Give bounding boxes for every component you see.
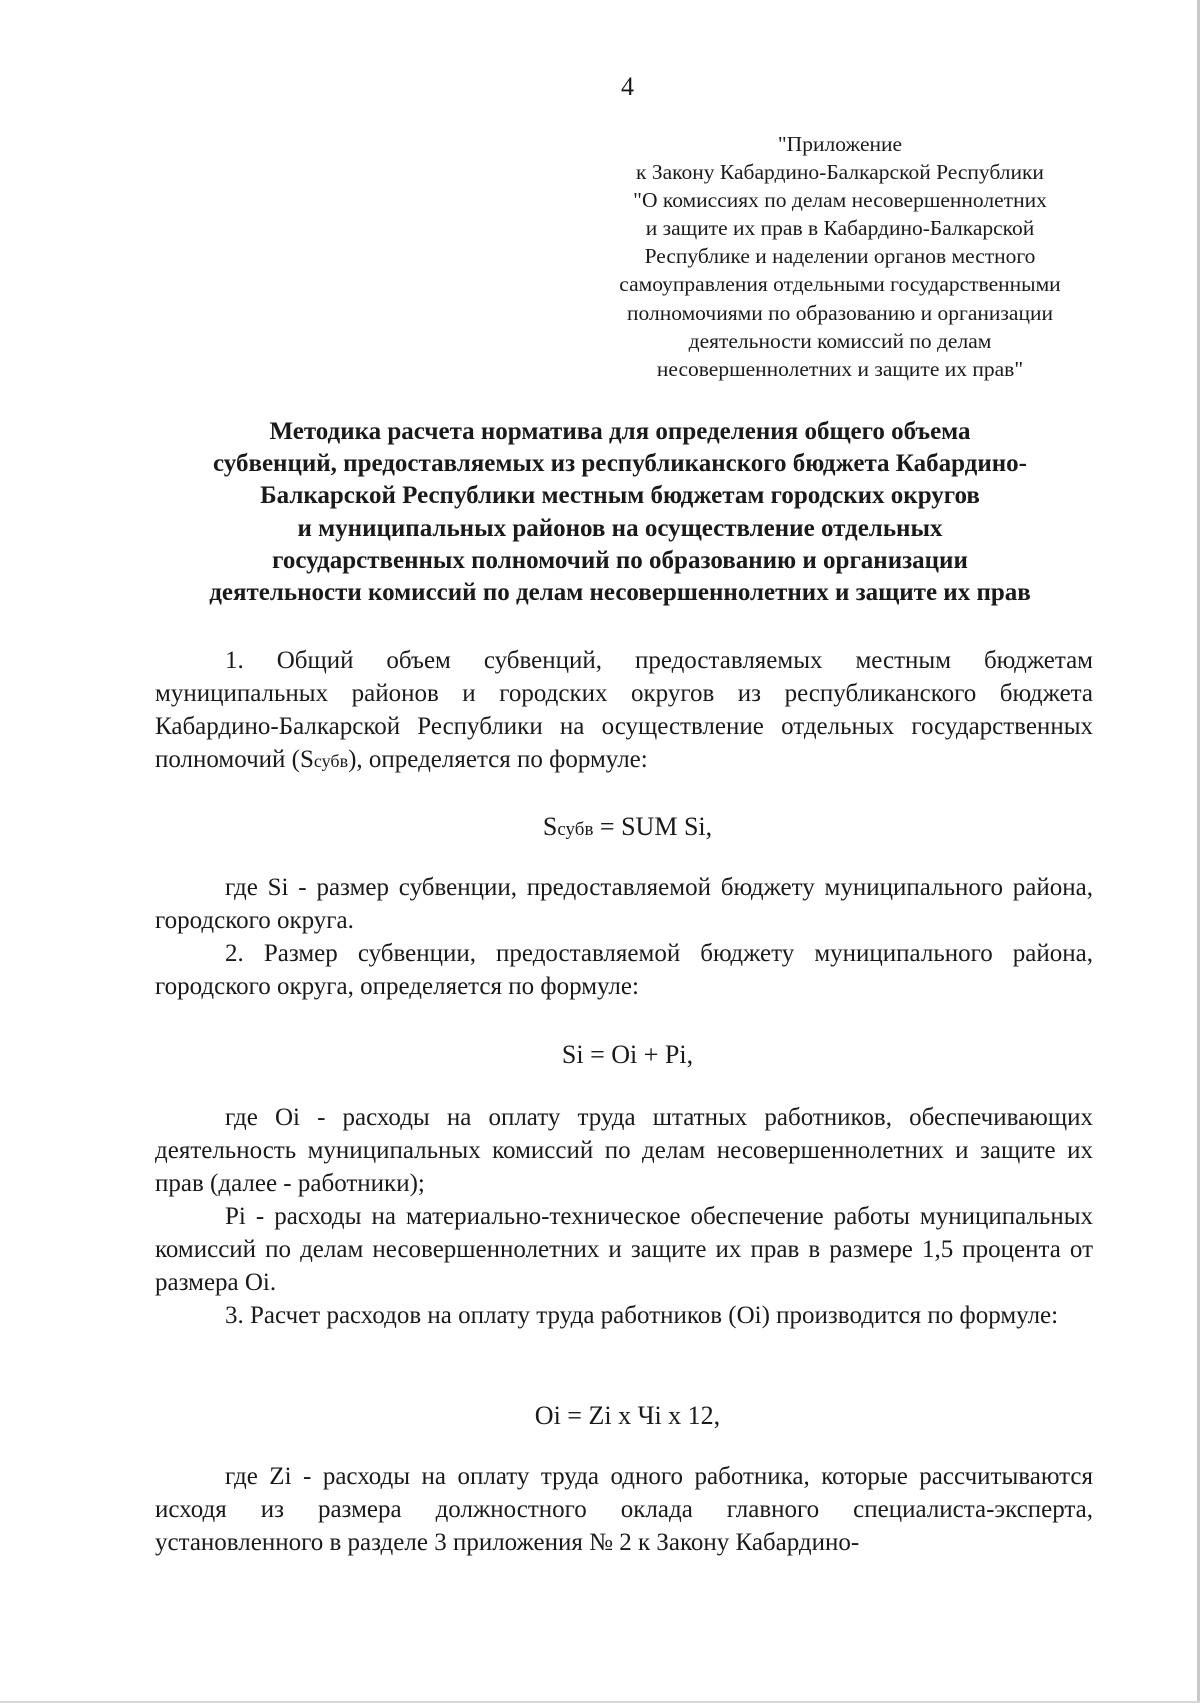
annex-line: "Приложение	[777, 132, 903, 156]
title-line: деятельности комиссий по делам несовершеннолетних и защите их прав	[209, 579, 1031, 607]
title-line: государственных полномочий по образованию и организации	[272, 546, 968, 574]
paragraph-zi-definition: где Zi - расходы на оплату труда одного работника, которые рассчитываются исходя из размера должностного оклада главного специалиста-эксперта, установленного в разделе 3 приложения № 2 к Закону Кабардино-	[155, 1463, 1093, 1556]
paragraph-3-block	[155, 1101, 1093, 1332]
annex-line: "О комиссиях по делам несовершеннолетних	[633, 188, 1047, 213]
paragraph-4-block	[155, 1460, 1093, 1559]
formula-total-subvention	[0, 812, 1200, 842]
paragraph-2-block	[155, 871, 1093, 1003]
subscript-subv: субв	[313, 751, 349, 771]
formula-1-rest: = SUM Si,	[593, 812, 713, 841]
formula-1-subscript: субв	[557, 819, 594, 840]
title-line: Методика расчета норматива для определения общего объема	[269, 418, 971, 445]
annex-header	[580, 130, 1100, 383]
annex-line: и защите их прав в Кабардино-Балкарской	[645, 216, 1035, 241]
title-line: субвенций, предоставляемых из республиканского бюджета Кабардино-	[213, 450, 1027, 478]
formula-si: Si = Oi + Pi,	[561, 1040, 694, 1069]
formula-oi: Oi = Zi x Чi x 12,	[534, 1401, 721, 1430]
title-line: и муниципальных районов на осуществление отдельных	[297, 514, 943, 542]
formula-1-symbol: S	[542, 812, 558, 841]
paragraph-1	[155, 644, 1093, 778]
annex-line: полномочиями по образованию и организации	[627, 300, 1053, 325]
annex-line: самоуправления отдельными государственными	[619, 272, 1061, 297]
paragraph-1-end: ), определяется по формуле:	[348, 746, 648, 773]
paragraph-oi-definition: где Oi - расходы на оплату труда штатных работников, обеспечивающих деятельность муниципальных комиссий по делам несовершеннолетних и защите их прав (далее - работники);	[155, 1104, 1093, 1197]
annex-line: к Закону Кабардино-Балкарской Республики	[636, 160, 1044, 185]
page-number: 4	[621, 72, 634, 101]
paragraph-1-block	[155, 644, 1093, 778]
annex-line: деятельности комиссий по делам	[688, 328, 992, 353]
annex-line: Республике и наделении органов местного	[644, 244, 1036, 269]
title-line: Балкарской Республики местным бюджетам городских округов	[260, 482, 980, 510]
document-title	[145, 416, 1095, 609]
paragraph-1-text: 1. Общий объем субвенций, предоставляемых местным бюджетам муниципальных районов и городских округов из республиканского бюджета Кабардино-Балкарской Республики на осуществление отдельных государственных полномочий (S	[155, 647, 1093, 773]
annex-line: несовершеннолетних и защите их прав"	[656, 356, 1024, 381]
paragraph-si-definition: где Si - размер субвенции, предоставляемой бюджету муниципального района, городского округа.	[155, 874, 1093, 934]
paragraph-2: 2. Размер субвенции, предоставляемой бюджету муниципального района, городского округа, определяется по формуле:	[155, 940, 1093, 1000]
paragraph-pi-definition: Pi - расходы на материально-техническое обеспечение работы муниципальных комиссий по делам несовершеннолетних и защите их прав в размере 1,5 процента от размера Oi.	[155, 1203, 1093, 1296]
paragraph-3: 3. Расчет расходов на оплату труда работников (Oi) производится по формуле:	[225, 1302, 1059, 1329]
